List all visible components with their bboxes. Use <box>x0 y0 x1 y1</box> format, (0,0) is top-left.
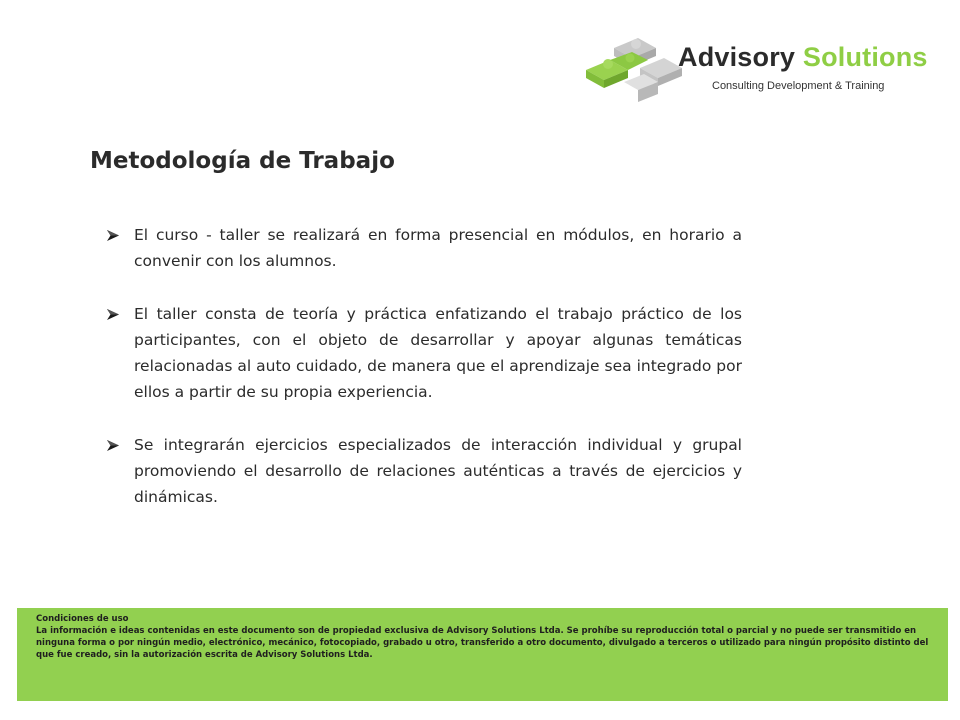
terms-of-use-footer <box>17 608 948 701</box>
company-logo <box>584 30 928 110</box>
bullet-text: El curso - taller se realizará en forma presencial en módulos, en horario a convenir con los alumnos. <box>134 226 742 270</box>
arrow-bullet-icon <box>106 308 120 321</box>
bullet-item <box>106 222 742 274</box>
bullet-text: Se integrarán ejercicios especializados de interacción individual y grupal promoviendo el desarrollo de relaciones auténticas a través de ejercicios y dinámicas. <box>134 436 742 506</box>
logo-name-part2: Solutions <box>802 42 928 72</box>
logo-name <box>678 42 928 73</box>
bullet-item <box>106 301 742 405</box>
arrow-bullet-icon <box>106 229 120 242</box>
logo-name-part1: Advisory <box>678 42 796 72</box>
puzzle-pieces-icon <box>584 34 684 104</box>
page-title: Metodología de Trabajo <box>90 148 395 174</box>
arrow-bullet-icon <box>106 439 120 452</box>
bullet-text: El taller consta de teoría y práctica enfatizando el trabajo práctico de los participantes, con el objeto de desarrollar y apoyar algunas temáticas relacionadas al auto cuidado, de manera que el aprendizaje sea integrado por ellos a partir de su propia experiencia. <box>134 305 742 401</box>
footer-text: La información e ideas contenidas en este documento son de propiedad exclusiva de Advisory Solutions Ltda. Se prohíbe su reproducción total o parcial y no puede ser transmitido en ninguna forma o por ningún medio, electrónico, mecánico, fotocopiado, grabado u otro, transferido a otro documento, divulgado a terceros o utilizado para ningún propósito distinto del que fue creado, sin la autorización escrita de Advisory Solutions Ltda. <box>36 626 929 660</box>
logo-tagline: Consulting Development & Training <box>712 80 885 92</box>
bullet-item <box>106 432 742 510</box>
bullet-list <box>106 222 742 537</box>
footer-heading: Condiciones de uso <box>36 614 129 624</box>
